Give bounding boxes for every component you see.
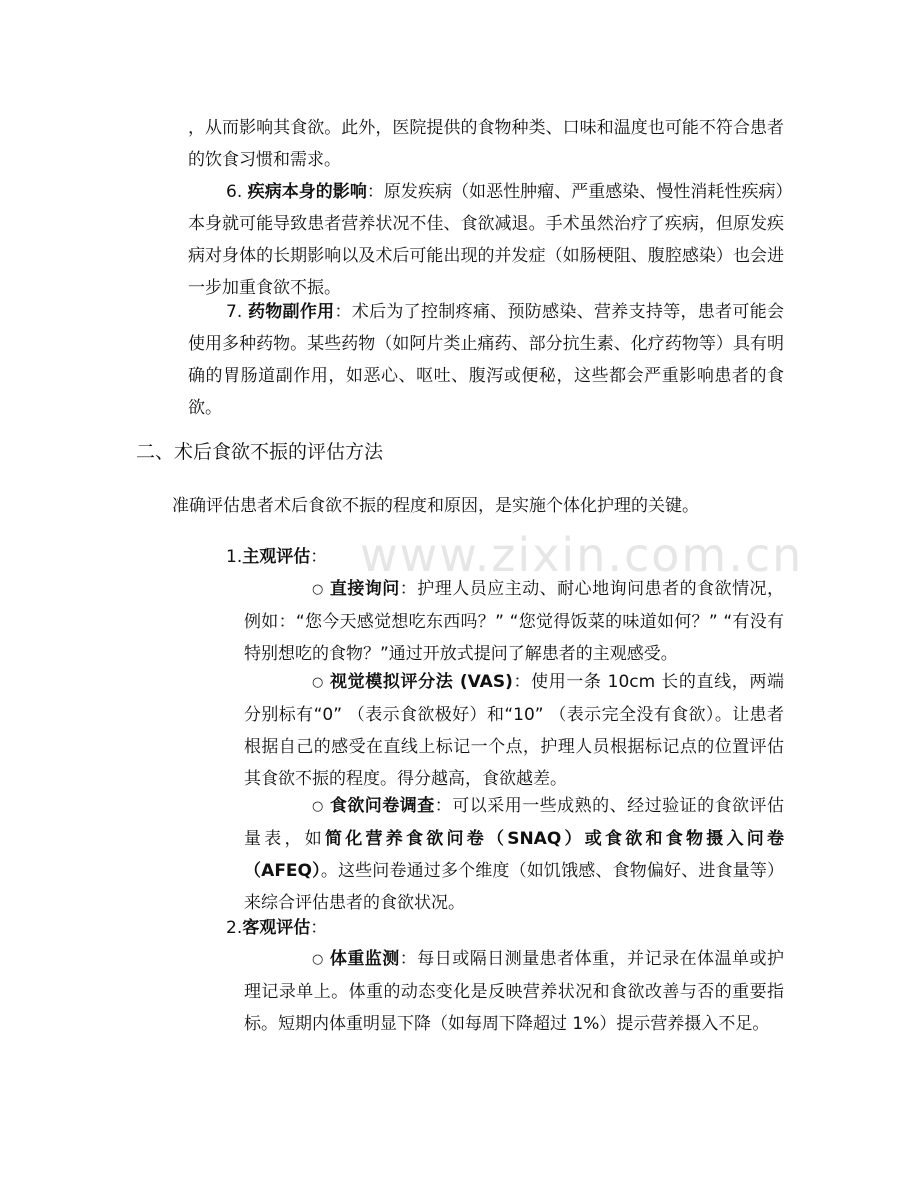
sub-item-questionnaire-body-end: 。这些问卷通过多个维度（如饥饿感、食物偏好、进食量等）来综合评估患者的食欲状况。 (244, 861, 785, 913)
watermark: www.zixin.com.cn (360, 528, 804, 582)
list-item-7 (188, 296, 784, 424)
list-item-1-colon: ： (310, 547, 328, 567)
sub-item-weight (244, 943, 784, 1040)
sub-item-questionnaire-title: 食欲问卷调查 (329, 796, 435, 816)
list-item-1-title: 主观评估 (242, 547, 311, 567)
paragraph-intro (188, 112, 784, 176)
section-intro-text: 准确评估患者术后食欲不振的程度和原因，是实施个体化护理的关键。 (172, 496, 699, 516)
list-item-2-colon: ： (310, 918, 328, 938)
list-item-2-number: 2. (226, 918, 243, 938)
list-item-1-number: 1. (226, 547, 243, 567)
sub-item-direct-inquiry-body: ：护理人员应主动、耐心地询问患者的食欲情况，例如：“您今天感觉想吃东西吗？” “您觉得饭菜的味道如何？” “有没有特别想吃的食物？”通过开放式提问了解患者的主观感受。 (244, 579, 785, 664)
list-item-6-body: ：原发疾病（如恶性肿瘤、严重感染、慢性消耗性疾病）本身就可能导致患者营养状况不佳、食欲减退。手术虽然治疗了疾病，但原发疾病对身体的长期影响以及术后可能出现的并发症（如肠梗阻、腹腔感染）也会进一步加重食欲不振。 (188, 182, 785, 298)
list-item-6 (188, 176, 784, 304)
sub-item-weight-title: 体重监测 (329, 949, 400, 969)
circle-bullet-icon: ○ (312, 799, 324, 814)
list-item-7-number: 7. (226, 302, 243, 322)
circle-bullet-icon: ○ (312, 675, 324, 690)
list-item-7-title: 药物副作用 (247, 302, 335, 322)
sub-item-questionnaire-names: 简化营养食欲问卷（SNAQ）或食欲和食物摄入问卷（AFEQ） (244, 829, 784, 881)
list-item-2 (226, 912, 786, 944)
sub-item-questionnaire (244, 790, 784, 919)
section-heading-text: 二、术后食欲不振的评估方法 (136, 441, 384, 463)
circle-bullet-icon: ○ (312, 582, 324, 597)
section-intro (172, 490, 812, 522)
circle-bullet-icon: ○ (312, 952, 324, 967)
paragraph-intro-text: ，从而影响其食欲。此外，医院提供的食物种类、口味和温度也可能不符合患者的饮食习惯和需求。 (188, 118, 784, 170)
list-item-6-title: 疾病本身的影响 (247, 182, 367, 202)
sub-item-weight-body: ：每日或隔日测量患者体重，并记录在体温单或护理记录单上。体重的动态变化是反映营养状况和食欲改善与否的重要指标。短期内体重明显下降（如每周下降超过 1%）提示营养摄入不足。 (244, 949, 785, 1034)
sub-item-vas (244, 666, 784, 795)
list-item-7-body: ：术后为了控制疼痛、预防感染、营养支持等，患者可能会使用多种药物。某些药物（如阿片类止痛药、部分抗生素、化疗药物等）具有明确的胃肠道副作用，如恶心、呕吐、腹泻或便秘，这些都会严重影响患者的食欲。 (188, 302, 785, 418)
list-item-6-number: 6. (226, 182, 243, 202)
list-item-1 (226, 541, 786, 573)
section-heading (136, 436, 383, 468)
sub-item-vas-title: 视觉模拟评分法 (VAS) (329, 672, 513, 692)
sub-item-direct-inquiry-title: 直接询问 (329, 579, 400, 599)
sub-item-direct-inquiry (244, 573, 784, 670)
sub-item-questionnaire-body: ：可以采用一些成熟的、经过验证的食欲评估量表，如 (244, 796, 785, 849)
sub-item-vas-body: ：使用一条 10cm 长的直线，两端分别标有“0” （表示食欲极好）和“10” （表示完全没有食欲）。让患者根据自己的感受在直线上标记一个点，护理人员根据标记点的位置评估其食欲不振的程度。得分越高，食欲越差。 (244, 672, 784, 789)
list-item-2-title: 客观评估 (242, 918, 311, 938)
